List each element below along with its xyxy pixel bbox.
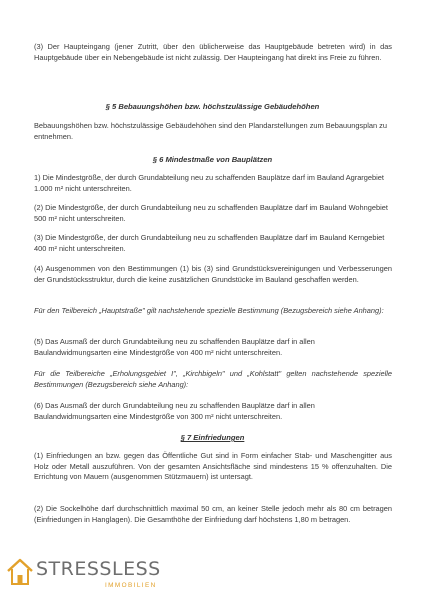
paragraph-haupteingang: (3) Der Haupteingang (jener Zutritt, über den üblicherweise das Hauptgebäude betreten wird) in das Hauptgebäude über ein Nebengebäude ist nicht zulässig. Der Haupteingang hat direkt ins Freie zu führen.	[34, 42, 392, 62]
section-6-heading: § 6 Mindestmaße von Bauplätzen	[152, 155, 273, 164]
logo-subtitle: IMMOBILIEN	[105, 582, 157, 589]
paragraph-6-5: (5) Das Ausmaß der durch Grundabteilung neu zu schaffenden Bauplätze darf in allen Baulandwidmungsarten eine Mindestgröße von 400 m² nicht unterschreiten.	[34, 337, 315, 357]
paragraph-6-3: (3) Die Mindestgröße, der durch Grundabteilung neu zu schaffenden Bauplätze darf im Bauland Kerngebiet 400 m² nicht unterschreiten.	[34, 233, 385, 253]
house-icon	[6, 557, 34, 587]
paragraph-6-4: (4) Ausgenommen von den Bestimmungen (1) bis (3) sind Grundstücksvereinigungen und Verbesserungen der Grundstücksstruktur, durch die keine zusätzlichen Grundstücke im Bauland geschaffen werden.	[34, 264, 392, 284]
paragraph-6-teilbereiche: Für die Teilbereiche „Erholungsgebiet I", „Kirchbigeln" und „Kohlstatt" gelten nachstehende spezielle Bestimmungen (Bezugsbereich siehe Anhang):	[34, 369, 392, 389]
paragraph-6-6: (6) Das Ausmaß der durch Grundabteilung neu zu schaffenden Bauplätze darf in allen Baulandwidmungsarten eine Mindestgröße von 300 m² nicht unterschreiten.	[34, 401, 315, 421]
paragraph-7-2: (2) Die Sockelhöhe darf durchschnittlich maximal 50 cm, an keiner Stelle jedoch mehr als 80 cm betragen (Einfriedungen in Hanglagen). Die Gesamthöhe der Einfriedung darf höchstens 1,80 m betragen.	[34, 504, 392, 524]
paragraph-7-1: (1) Einfriedungen an bzw. gegen das Öffentliche Gut sind in Form einfacher Stab- und Maschengitter aus Holz oder Metall auszuführen. Von der gesamten Ansichtsfläche sind mindestens 15 % offenzuhalten. Die Errichtung von Mauern (ausgenommen Stützmauern) ist untersagt.	[34, 451, 392, 482]
paragraph-6-1: 1) Die Mindestgröße, der durch Grundabteilung neu zu schaffenden Bauplätze darf im Bauland Agrargebiet 1.000 m² nicht unterschreiten.	[34, 173, 384, 193]
section-5-heading: § 5 Bebauungshöhen bzw. höchstzulässige Gebäudehöhen	[105, 102, 320, 111]
paragraph-6-teilbereich-hauptstrasse: Für den Teilbereich „Hauptstraße" gilt nachstehende spezielle Bestimmung (Bezugsbereich siehe Anhang):	[34, 306, 384, 315]
logo-brand-text: STRESSLESS	[36, 558, 161, 580]
paragraph-6-2: (2) Die Mindestgröße, der durch Grundabteilung neu zu schaffenden Bauplätze darf im Bauland Wohngebiet 500 m² nicht unterschreiten.	[34, 203, 388, 223]
company-logo	[6, 555, 196, 595]
paragraph-5: Bebauungshöhen bzw. höchstzulässige Gebäudehöhen sind den Plandarstellungen zum Bebauungsplan zu entnehmen.	[34, 121, 387, 141]
section-7-heading: § 7 Einfriedungen	[180, 433, 245, 442]
